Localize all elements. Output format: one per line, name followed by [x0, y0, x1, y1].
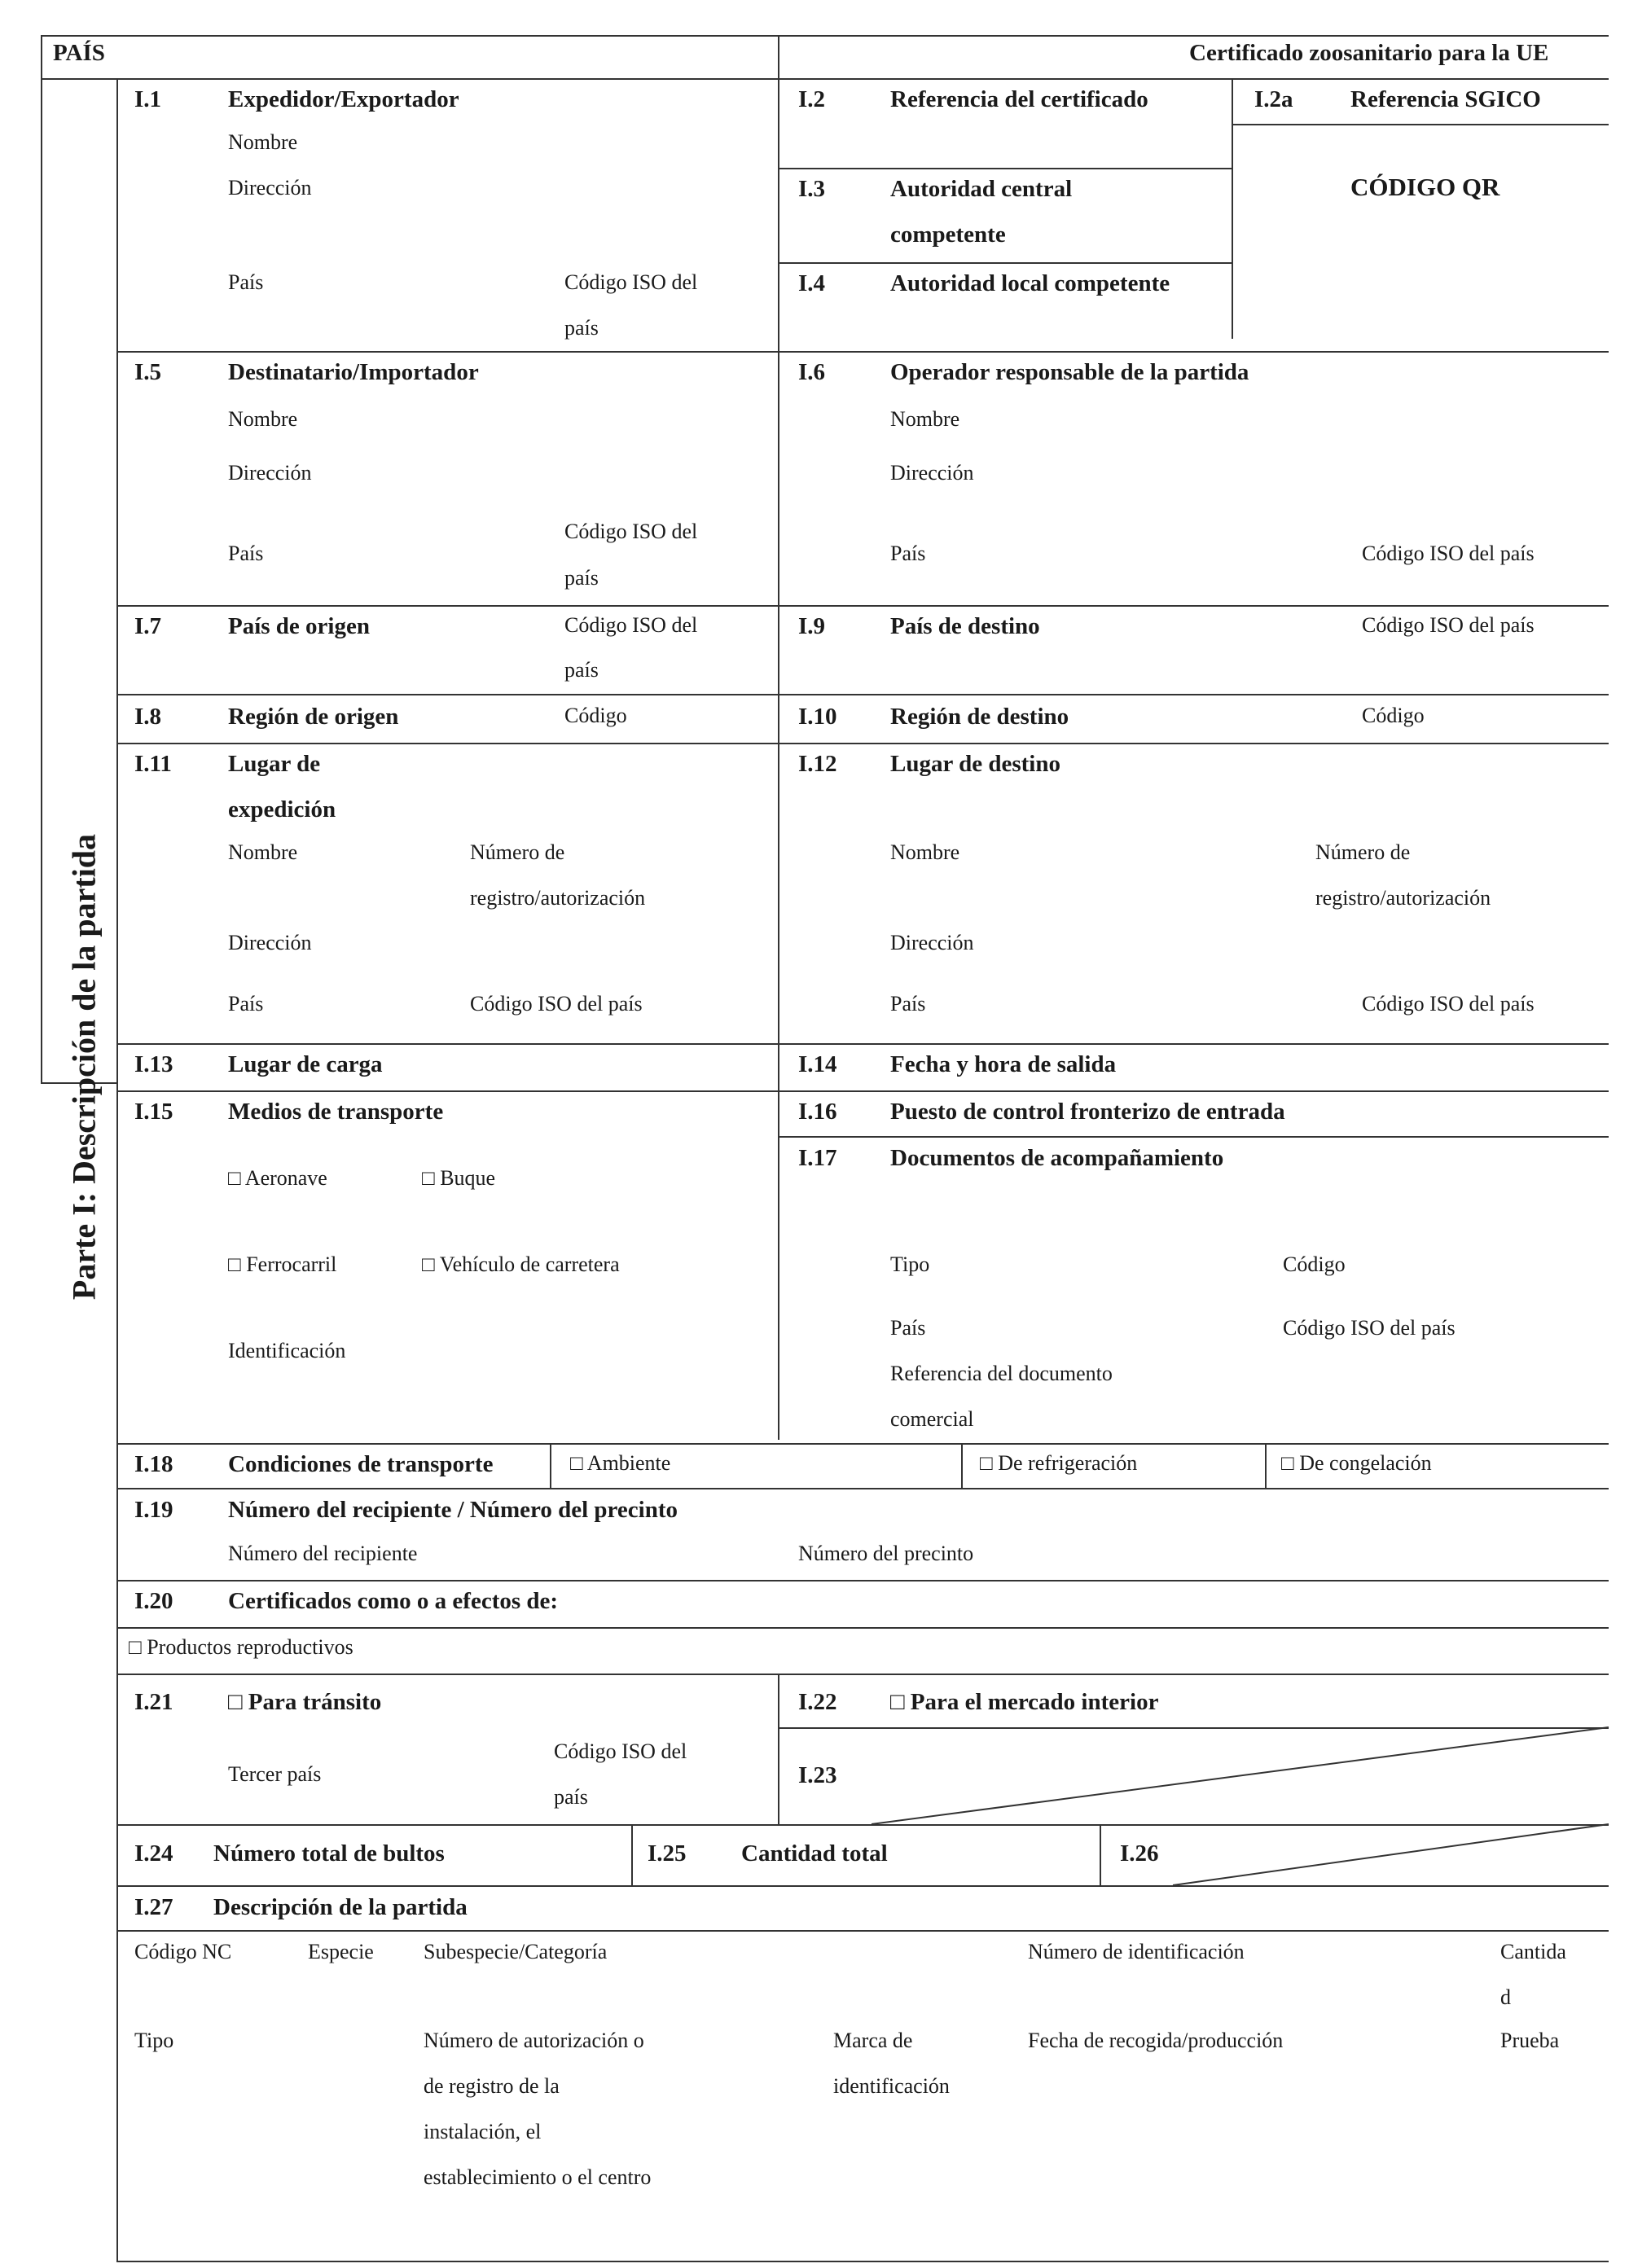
i8-title: Región de origen: [228, 704, 399, 730]
i5-pais: País: [228, 542, 264, 565]
i17-number: I.17: [798, 1145, 837, 1171]
checkbox-ferrocarril-box[interactable]: □: [228, 1252, 241, 1276]
col-autorizacion-line3: instalación, el: [424, 2120, 542, 2143]
i5-iso-line1: Código ISO del: [564, 520, 698, 543]
i11-title-line1: Lugar de: [228, 751, 321, 777]
i11-pais: País: [228, 992, 264, 1016]
qr-code-label: CÓDIGO QR: [1350, 173, 1500, 201]
i21-iso-line2: país: [554, 1785, 588, 1809]
i10-number: I.10: [798, 704, 837, 730]
checkbox-aeronave-box[interactable]: □: [228, 1166, 241, 1190]
i5-title: Destinatario/Importador: [228, 359, 479, 385]
i12-title: Lugar de destino: [890, 751, 1060, 777]
i8-number: I.8: [134, 704, 162, 730]
i18-number: I.18: [134, 1451, 173, 1477]
i11-direccion: Dirección: [228, 931, 312, 954]
i16-title: Puesto de control fronterizo de entrada: [890, 1099, 1285, 1125]
i12-registro-line1: Número de: [1315, 840, 1411, 864]
i17-pais: País: [890, 1316, 926, 1340]
i11-number: I.11: [134, 751, 172, 777]
i5-nombre: Nombre: [228, 407, 298, 431]
i20-number: I.20: [134, 1588, 173, 1614]
i17-title: Documentos de acompañamiento: [890, 1145, 1224, 1171]
i19-number: I.19: [134, 1497, 173, 1523]
col-codigo-nc: Código NC: [134, 1940, 232, 1963]
checkbox-buque-label: Buque: [440, 1166, 496, 1190]
i5-number: I.5: [134, 359, 162, 385]
i26-number: I.26: [1120, 1840, 1159, 1867]
i7-iso-line2: país: [564, 658, 599, 682]
i1-title: Expedidor/Exportador: [228, 86, 459, 112]
checkbox-congelacion-box[interactable]: □: [1281, 1451, 1294, 1475]
i17-referencia-line2: comercial: [890, 1407, 974, 1431]
i25-number: I.25: [648, 1840, 687, 1867]
i13-number: I.13: [134, 1051, 173, 1077]
i15-number: I.15: [134, 1099, 173, 1125]
i7-title: País de origen: [228, 613, 370, 639]
i8-codigo: Código: [564, 704, 627, 727]
i1-pais: País: [228, 270, 264, 294]
i9-iso: Código ISO del país: [1362, 613, 1535, 637]
i21-iso-line1: Código ISO del: [554, 1739, 687, 1763]
checkbox-transito-box[interactable]: □: [228, 1689, 243, 1715]
i3-title-line1: Autoridad central: [890, 176, 1073, 202]
i1-number: I.1: [134, 86, 162, 112]
col-especie: Especie: [308, 1940, 374, 1963]
i14-number: I.14: [798, 1051, 837, 1077]
i23-number: I.23: [798, 1762, 837, 1788]
checkbox-mercado-interior[interactable]: [890, 1691, 1158, 1714]
checkbox-ambiente-label: Ambiente: [586, 1451, 671, 1475]
i21-tercer-pais: Tercer país: [228, 1762, 322, 1786]
i1-nombre: Nombre: [228, 130, 298, 154]
i5-iso-line2: país: [564, 566, 599, 590]
i17-codigo: Código: [1283, 1252, 1346, 1276]
i2-number: I.2: [798, 86, 826, 112]
i6-iso: Código ISO del país: [1362, 542, 1535, 565]
i20-title: Certificados como o a efectos de:: [228, 1588, 559, 1614]
checkbox-ferrocarril[interactable]: [228, 1254, 336, 1275]
i21-number: I.21: [134, 1689, 173, 1715]
i4-title: Autoridad local competente: [890, 270, 1170, 296]
i2a-number: I.2a: [1254, 86, 1293, 112]
i6-pais: País: [890, 542, 926, 565]
i6-direccion: Dirección: [890, 461, 974, 485]
col-numero-identificacion: Número de identificación: [1028, 1940, 1245, 1963]
i12-iso: Código ISO del país: [1362, 992, 1535, 1016]
col-cantidad-line1: Cantida: [1500, 1940, 1566, 1963]
i11-iso: Código ISO del país: [470, 992, 643, 1016]
checkbox-vehiculo[interactable]: [422, 1254, 620, 1275]
i23-diagonal: [872, 1727, 1609, 1824]
i5-direccion: Dirección: [228, 461, 312, 485]
i3-title-line2: competente: [890, 222, 1006, 248]
i6-nombre: Nombre: [890, 407, 960, 431]
i2-title: Referencia del certificado: [890, 86, 1148, 112]
i24-title: Número total de bultos: [213, 1840, 445, 1867]
i25-title: Cantidad total: [741, 1840, 888, 1867]
checkbox-aeronave-label: Aeronave: [244, 1166, 327, 1190]
i19-recipiente: Número del recipiente: [228, 1542, 418, 1565]
col-autorizacion-line1: Número de autorización o: [424, 2029, 644, 2052]
i6-title: Operador responsable de la partida: [890, 359, 1249, 385]
col-marca-line1: Marca de: [833, 2029, 913, 2052]
i12-direccion: Dirección: [890, 931, 974, 954]
i10-codigo: Código: [1362, 704, 1425, 727]
i6-number: I.6: [798, 359, 826, 385]
i15-title: Medios de transporte: [228, 1099, 444, 1125]
i3-number: I.3: [798, 176, 826, 202]
checkbox-mercado-label: Para el mercado interior: [910, 1689, 1159, 1715]
side-title: Parte I: Descripción de la partida: [65, 833, 103, 1301]
i11-registro-line2: registro/autorización: [470, 886, 646, 910]
i24-number: I.24: [134, 1840, 173, 1867]
i19-title: Número del recipiente / Número del precinto: [228, 1497, 678, 1523]
i12-number: I.12: [798, 751, 837, 777]
checkbox-ambiente[interactable]: [570, 1453, 670, 1474]
checkbox-congelacion[interactable]: [1281, 1453, 1432, 1474]
i11-title-line2: expedición: [228, 796, 336, 823]
i12-nombre: Nombre: [890, 840, 960, 864]
checkbox-buque-box[interactable]: □: [422, 1166, 435, 1190]
i14-title: Fecha y hora de salida: [890, 1051, 1117, 1077]
checkbox-transito-label: Para tránsito: [248, 1689, 382, 1715]
i22-number: I.22: [798, 1689, 837, 1715]
i12-registro-line2: registro/autorización: [1315, 886, 1491, 910]
i13-title: Lugar de carga: [228, 1051, 383, 1077]
checkbox-para-transito[interactable]: [228, 1691, 381, 1714]
i4-number: I.4: [798, 270, 826, 296]
checkbox-refrigeracion[interactable]: [980, 1453, 1137, 1474]
i7-number: I.7: [134, 613, 162, 639]
i18-title: Condiciones de transporte: [228, 1451, 494, 1477]
header-pais: PAÍS: [53, 40, 105, 66]
col-tipo: Tipo: [134, 2029, 174, 2052]
checkbox-refrigeracion-box[interactable]: □: [980, 1451, 993, 1475]
checkbox-vehiculo-label: Vehículo de carretera: [439, 1252, 620, 1276]
i9-number: I.9: [798, 613, 826, 639]
checkbox-productos-box[interactable]: □: [129, 1635, 142, 1659]
checkbox-ambiente-box[interactable]: □: [570, 1451, 583, 1475]
checkbox-mercado-box[interactable]: □: [890, 1689, 905, 1715]
col-prueba: Prueba: [1500, 2029, 1560, 2052]
i27-title: Descripción de la partida: [213, 1894, 468, 1920]
i11-registro-line1: Número de: [470, 840, 565, 864]
i2a-title: Referencia SGICO: [1350, 86, 1541, 112]
i26-diagonal: [1173, 1824, 1609, 1885]
certificate-title: Certificado zoosanitario para la UE: [1189, 40, 1549, 66]
i19-precinto: Número del precinto: [798, 1542, 974, 1565]
col-autorizacion-line4: establecimiento o el centro: [424, 2165, 652, 2189]
i17-referencia-line1: Referencia del documento: [890, 1362, 1113, 1385]
col-fecha-recogida: Fecha de recogida/producción: [1028, 2029, 1284, 2052]
checkbox-buque[interactable]: [422, 1168, 495, 1189]
checkbox-refrigeracion-label: De refrigeración: [998, 1451, 1138, 1475]
col-marca-line2: identificación: [833, 2074, 950, 2098]
i9-title: País de destino: [890, 613, 1040, 639]
i10-title: Región de destino: [890, 704, 1069, 730]
checkbox-productos-reproductivos[interactable]: [129, 1637, 353, 1658]
i11-nombre: Nombre: [228, 840, 298, 864]
i16-number: I.16: [798, 1099, 837, 1125]
checkbox-aeronave[interactable]: [228, 1168, 327, 1189]
checkbox-congelacion-label: De congelación: [1299, 1451, 1432, 1475]
i1-iso-line2: país: [564, 316, 599, 340]
i17-iso: Código ISO del país: [1283, 1316, 1456, 1340]
i15-identificacion: Identificación: [228, 1339, 346, 1362]
checkbox-vehiculo-box[interactable]: □: [422, 1252, 435, 1276]
col-subespecie: Subespecie/Categoría: [424, 1940, 608, 1963]
checkbox-ferrocarril-label: Ferrocarril: [246, 1252, 337, 1276]
checkbox-productos-label: Productos reproductivos: [147, 1635, 353, 1659]
i27-number: I.27: [134, 1894, 173, 1920]
i12-pais: País: [890, 992, 926, 1016]
i1-iso-line1: Código ISO del: [564, 270, 698, 294]
i7-iso-line1: Código ISO del: [564, 613, 698, 637]
col-cantidad-line2: d: [1500, 1985, 1511, 2009]
i1-direccion: Dirección: [228, 176, 312, 200]
col-autorizacion-line2: de registro de la: [424, 2074, 560, 2098]
i17-tipo: Tipo: [890, 1252, 930, 1276]
